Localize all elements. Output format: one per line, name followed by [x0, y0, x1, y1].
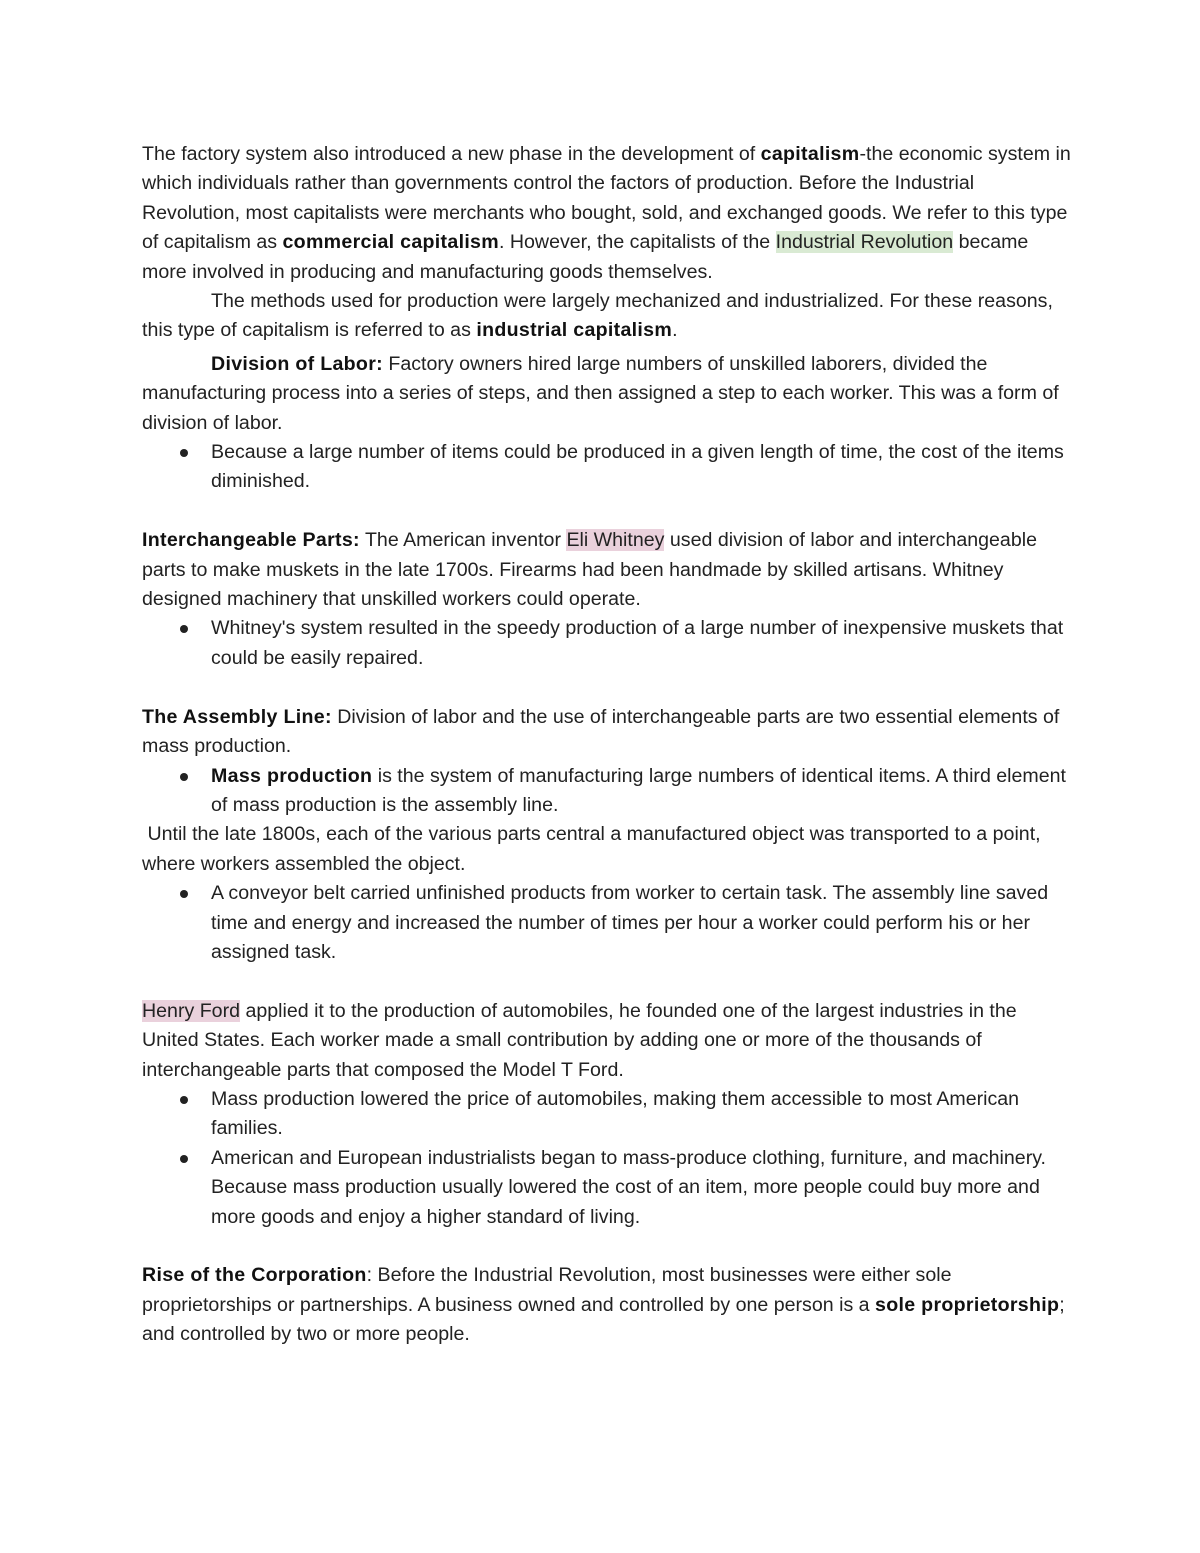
highlight-industrial-revolution: Industrial Revolution — [775, 231, 954, 254]
blank-line — [142, 967, 1072, 996]
document-body — [142, 140, 1072, 1350]
paragraph-late-1800s: Until the late 1800s, each of the various parts central a manufactured object was transported to a point, where workers assembled the object. — [142, 823, 1047, 875]
term-commercial-capitalism: commercial capitalism — [282, 231, 499, 254]
highlight-eli-whitney: Eli Whitney — [566, 529, 665, 552]
bullet-list-interchangeable — [142, 614, 1072, 673]
paragraph-corporation: Rise of the Corporation: Before the Industrial Revolution, most businesses were either sole proprietorships or partnerships. A business owned and controlled by one person is a sole proprietorship; and controlled by two or more people. — [142, 1264, 1065, 1346]
list-item: Whitney's system resulted in the speedy production of a large number of inexpensive muskets that could be easily repaired. — [211, 614, 1072, 673]
bullet-list-assembly — [142, 762, 1072, 821]
bullet-list-division — [142, 438, 1072, 497]
paragraph-capitalism: The factory system also introduced a new phase in the development of capitalism-the economic system in which individuals rather than governments control the factors of production. Before the Industrial Revolution, most capitalists were merchants who bought, sold, and exchanged goods. We refer to this type of capitalism as commercial capitalism. However, the capitalists of the Industrial Revolution became more involved in producing and manufacturing goods themselves. — [142, 143, 1071, 283]
heading-rise-of-corporation: Rise of the Corporation — [142, 1264, 367, 1287]
term-sole-proprietorship: sole proprietorship — [875, 1293, 1060, 1316]
term-mass-production: Mass production — [211, 764, 373, 787]
term-industrial-capitalism: industrial capitalism — [476, 319, 673, 342]
bullet-list-ford — [142, 1085, 1072, 1232]
blank-line — [142, 497, 1072, 526]
paragraph-interchangeable-parts: Interchangeable Parts: The American inventor Eli Whitney used division of labor and interchangeable parts to make muskets in the late 1700s. Firearms had been handmade by skilled artisans. Whitney designed machinery that unskilled workers could operate. — [142, 529, 1037, 611]
bullet-list-conveyor — [142, 879, 1072, 967]
list-item: American and European industrialists began to mass-produce clothing, furniture, and machinery. Because mass production usually lowered the cost of an item, more people could buy more and more goods and enjoy a higher standard of living. — [211, 1144, 1072, 1232]
paragraph-assembly-line: The Assembly Line: Division of labor and the use of interchangeable parts are two essential elements of mass production. — [142, 705, 1060, 758]
heading-assembly-line: The Assembly Line: — [142, 705, 332, 728]
paragraph-henry-ford: Henry Ford applied it to the production of automobiles, he founded one of the largest industries in the United States. Each worker made a small contribution by adding one or more of the thousands of interchangeable parts that composed the Model T Ford. — [142, 999, 1017, 1081]
list-item: Mass production is the system of manufacturing large numbers of identical items. A third element of mass production is the assembly line. — [211, 762, 1072, 821]
highlight-henry-ford: Henry Ford — [142, 999, 240, 1022]
list-item: Because a large number of items could be produced in a given length of time, the cost of the items diminished. — [211, 438, 1072, 497]
list-item: Mass production lowered the price of automobiles, making them accessible to most American families. — [211, 1085, 1072, 1144]
blank-line — [142, 673, 1072, 702]
paragraph-industrial-capitalism: The methods used for production were largely mechanized and industrialized. For these reasons, this type of capitalism is referred to as industrial capitalism. — [142, 290, 1053, 342]
heading-division-of-labor: Division of Labor: — [211, 352, 383, 375]
term-capitalism: capitalism — [760, 143, 860, 165]
heading-interchangeable-parts: Interchangeable Parts: — [142, 529, 360, 552]
blank-line — [142, 1232, 1072, 1261]
list-item: A conveyor belt carried unfinished products from worker to certain task. The assembly line saved time and energy and increased the number of times per hour a worker could perform his or her assigned task. — [211, 879, 1072, 967]
paragraph-division-of-labor: Division of Labor: Factory owners hired large numbers of unskilled laborers, divided the manufacturing process into a series of steps, and then assigned a step to each worker. This was a form of division of labor. — [142, 352, 1059, 434]
